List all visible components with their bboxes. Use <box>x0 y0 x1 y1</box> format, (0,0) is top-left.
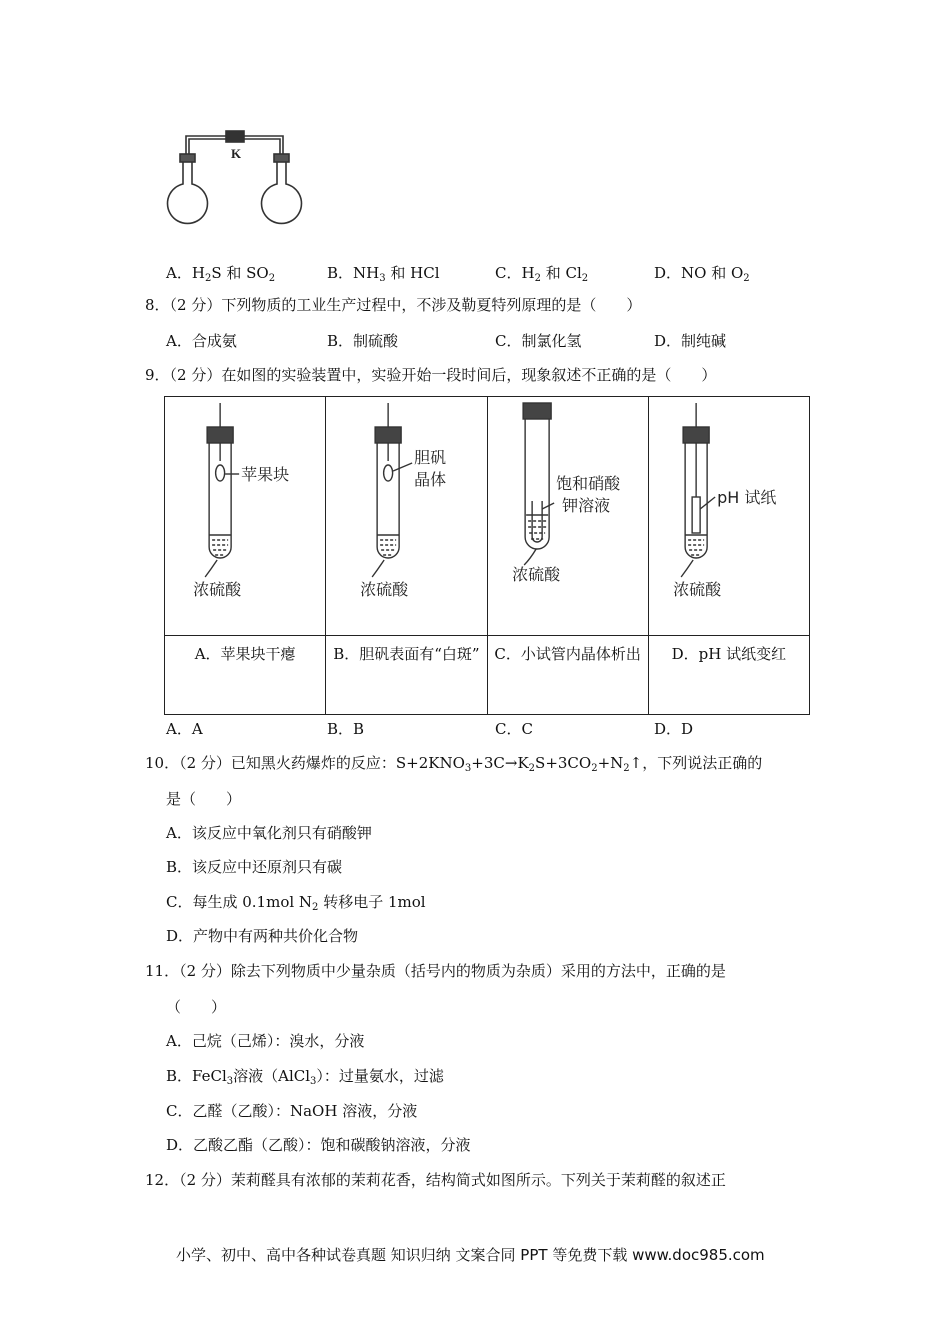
q9-stem: 9．（2 分）在如图的实验装置中，实验开始一段时间后，现象叙述不正确的是（ ） <box>145 366 717 384</box>
q9-option-a[interactable]: A．A <box>166 720 203 738</box>
q7-option-a[interactable]: A．$H_2S$ 和 $SO_2$ <box>166 264 276 284</box>
acid-label-d: 浓硫酸 <box>672 580 721 599</box>
q9-caption-a: A．苹果块干瘪 <box>165 636 326 715</box>
q10-option-d[interactable]: D．产物中有两种共价化合物 <box>166 927 359 945</box>
q8-option-c[interactable]: C．制氯化氢 <box>495 332 582 350</box>
saturated-label-1: 饱和硝酸 <box>555 474 620 493</box>
q10-option-a[interactable]: A．该反应中氧化剂只有硝酸钾 <box>166 824 372 842</box>
q7-option-b[interactable]: B．$NH_3$ 和 HCl <box>327 264 440 284</box>
q8-option-d[interactable]: D．制纯碱 <box>654 332 727 350</box>
q9-option-b[interactable]: B．B <box>327 720 365 738</box>
q11-stem-line1: 11．（2 分）除去下列物质中少量杂质（括号内的物质为杂质）采用的方法中，正确的是 <box>145 962 726 980</box>
q9-panel-d <box>648 397 809 636</box>
vitriol-label-2: 晶体 <box>414 470 447 489</box>
q10-stem-line2: 是（ ） <box>166 790 242 808</box>
ph-paper-tube-figure <box>649 397 809 635</box>
q9-caption-c: C．小试管内晶体析出 <box>487 636 648 715</box>
q9-caption-d: D．pH 试纸变红 <box>648 636 809 715</box>
q8-stem: 8．（2 分）下列物质的工业生产过程中，不涉及勒夏特列原理的是（ ） <box>145 296 642 314</box>
saturated-solution-tube-figure <box>488 397 648 635</box>
two-flask-apparatus-figure <box>160 122 310 227</box>
acid-label-c: 浓硫酸 <box>511 565 560 584</box>
q9-caption-b: B．胆矾表面有“白斑” <box>326 636 487 715</box>
q9-option-c[interactable]: C．C <box>495 720 533 738</box>
acid-label-b: 浓硫酸 <box>360 580 409 599</box>
q11-option-a[interactable]: A．己烷（己烯）：溴水，分液 <box>166 1032 365 1050</box>
page-footer[interactable]: 小学、初中、高中各种试卷真题 知识归纳 文案合同 PPT 等免费下载 www.doc985.com <box>176 1246 765 1264</box>
q9-panel-c <box>487 397 648 636</box>
q11-option-d[interactable]: D．乙酸乙酯（乙酸）：饱和碳酸钠溶液，分液 <box>166 1136 471 1154</box>
q11-option-b[interactable]: B．FeCl$_3$溶液（AlCl$_3$）：过量氨水，过滤 <box>166 1067 444 1087</box>
q9-panel-b <box>326 397 487 636</box>
apple-label: 苹果块 <box>241 465 290 484</box>
saturated-label-2: 钾溶液 <box>561 496 610 515</box>
q10-option-b[interactable]: B．该反应中还原剂只有碳 <box>166 858 343 876</box>
acid-label-a: 浓硫酸 <box>193 580 242 599</box>
q7-option-d[interactable]: D．NO 和 $O_2$ <box>654 264 750 284</box>
q7-option-c[interactable]: C．$H_2$ 和 $Cl_2$ <box>495 264 589 284</box>
q8-option-a[interactable]: A．合成氨 <box>166 332 237 350</box>
q10-stem-line1: 10．（2 分）已知黑火药爆炸的反应：$S+2KNO_3+3C\to K_2S+3CO_2+N_2↑$，下列说法正确的 <box>145 754 763 774</box>
vitriol-tube-figure <box>326 397 486 635</box>
q11-option-c[interactable]: C．乙醛（乙酸）：NaOH 溶液，分液 <box>166 1102 418 1120</box>
q9-option-d[interactable]: D．D <box>654 720 694 738</box>
ph-paper-label: pH 试纸 <box>716 488 777 507</box>
vitriol-label-1: 胆矾 <box>414 448 447 467</box>
q9-panel-a <box>165 397 326 636</box>
q9-experiment-table <box>164 396 810 715</box>
valve-label: K <box>231 146 242 161</box>
q10-option-c[interactable]: C．每生成 0.1mol $N_2$ 转移电子 1mol <box>166 893 426 913</box>
q11-stem-line2: （ ） <box>166 998 227 1016</box>
q8-option-b[interactable]: B．制硫酸 <box>327 332 399 350</box>
q12-stem: 12．（2 分）茉莉醛具有浓郁的茉莉花香，结构简式如图所示。下列关于茉莉醛的叙述正 <box>145 1171 726 1189</box>
apple-tube-figure <box>165 397 325 635</box>
